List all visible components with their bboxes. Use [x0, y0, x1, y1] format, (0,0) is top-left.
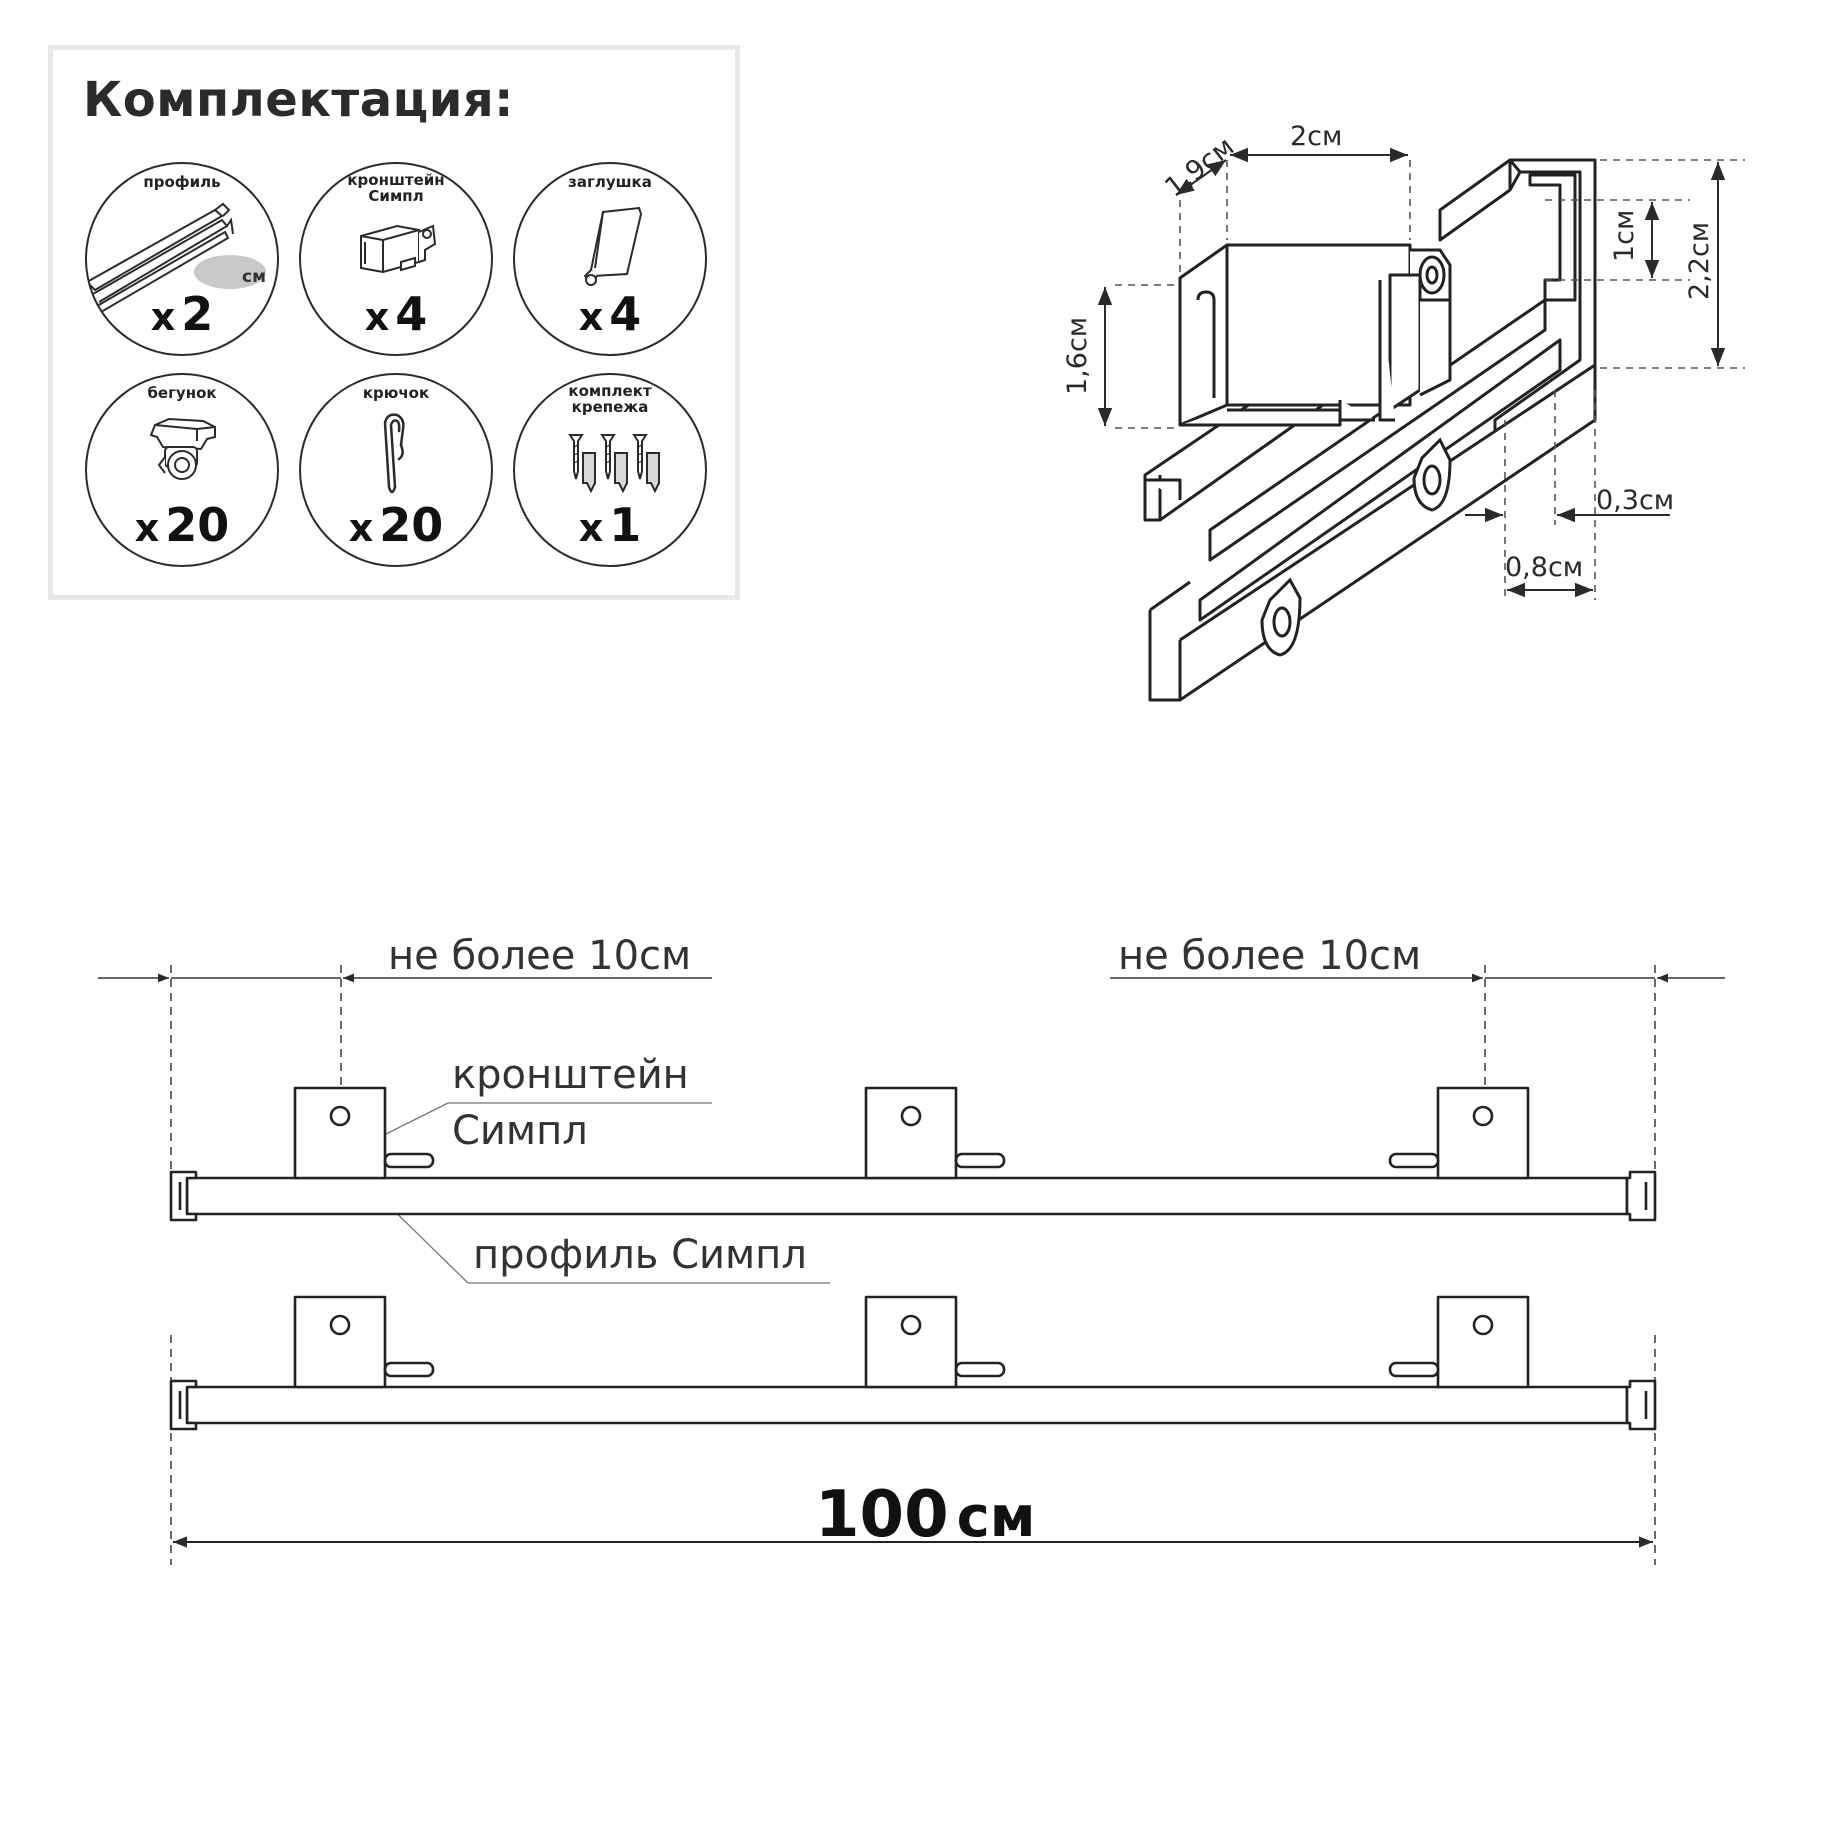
dimension-width: 2см — [1290, 121, 1343, 152]
dimension-slot-gap: 0,3см — [1596, 485, 1675, 516]
kit-item-quantity: x 2 — [150, 287, 214, 341]
kit-item-quantity: x 20 — [348, 498, 444, 552]
kit-item-quantity: x 20 — [134, 498, 230, 552]
profile-unit-note: см — [242, 267, 266, 287]
kit-item-label: профиль — [143, 173, 221, 191]
kit-item-label: комплект крепежа — [568, 382, 652, 416]
kit-item-quantity: x 1 — [578, 498, 642, 552]
left-offset-label: не более 10см — [388, 933, 692, 979]
dimension-slot-width: 0,8см — [1505, 552, 1584, 583]
kit-item-label: бегунок — [147, 384, 217, 402]
dimension-depth: 1,9см — [1159, 131, 1241, 204]
dimension-inner-height: 1см — [1609, 209, 1640, 262]
profile-label: профиль Симпл — [473, 1232, 807, 1278]
kit-item-label: кронштейн Симпл — [347, 171, 445, 205]
right-offset-label: не более 10см — [1118, 933, 1422, 979]
kit-item-label: крючок — [362, 384, 430, 402]
dimension-total-height: 2,2см — [1684, 221, 1715, 300]
bracket-label-line1: кронштейн — [452, 1052, 689, 1098]
kit-title: Комплектация: — [83, 72, 514, 128]
kit-item-label: заглушка — [568, 173, 652, 191]
total-length-label: 100 см — [815, 1478, 1036, 1552]
kit-item-quantity: x 4 — [578, 287, 642, 341]
bracket-label-line2: Симпл — [452, 1108, 588, 1154]
kit-item-quantity: x 4 — [364, 287, 428, 341]
dimension-bracket-height: 1,6см — [1062, 316, 1093, 395]
